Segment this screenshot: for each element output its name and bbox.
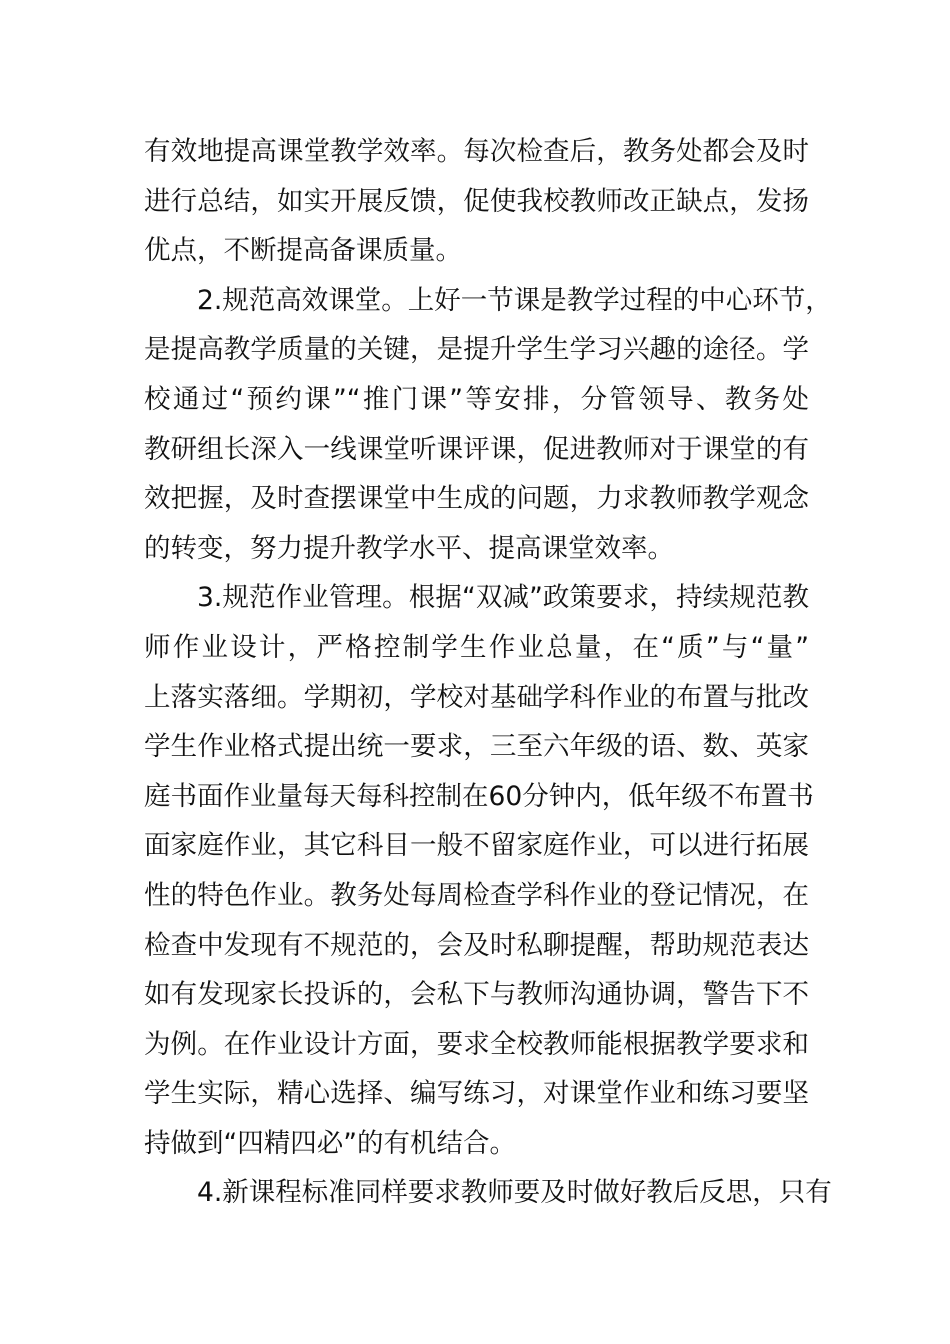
text-line: 优点，不断提高备课质量。: [144, 235, 462, 267]
text-line: 学生作业格式提出统一要求，三至六年级的语、数、英家: [144, 731, 809, 763]
paragraph-start-line: 2.规范高效课堂。上好一节课是教学过程的中心环节，: [197, 284, 832, 316]
body-text: [144, 127, 832, 1218]
text-line: 检查中发现有不规范的，会及时私聊提醒，帮助规范表达: [144, 929, 809, 961]
text-line: 教研组长深入一线课堂听课评课，促进教师对于课堂的有: [144, 433, 809, 465]
text-line: 上落实落细。学期初，学校对基础学科作业的布置与批改: [144, 681, 809, 713]
text-line: 是提高教学质量的关键，是提升学生学习兴趣的途径。学: [144, 334, 809, 366]
text-line: 面家庭作业，其它科目一般不留家庭作业，可以进行拓展: [144, 830, 809, 862]
text-line: 性的特色作业。教务处每周检查学科作业的登记情况，在: [144, 879, 809, 911]
text-line: 为例。在作业设计方面，要求全校教师能根据教学要求和: [144, 1028, 809, 1060]
text-line: 进行总结，如实开展反馈，促使我校教师改正缺点，发扬: [144, 185, 809, 217]
text-line: 持做到“四精四必”的有机结合。: [144, 1127, 516, 1159]
paragraph-start-line: 3.规范作业管理。根据“双减”政策要求，持续规范教: [197, 582, 809, 614]
text-line: 如有发现家长投诉的，会私下与教师沟通协调，警告下不: [144, 979, 809, 1011]
text-line: 效把握，及时查摆课堂中生成的问题，力求教师教学观念: [144, 483, 809, 515]
text-line: 有效地提高课堂教学效率。每次检查后，教务处都会及时: [144, 136, 809, 167]
text-line: 学生实际，精心选择、编写练习，对课堂作业和练习要坚: [144, 1078, 809, 1110]
text-line: 庭书面作业量每天每科控制在60分钟内，低年级不布置书: [144, 780, 814, 812]
text-line: 的转变，努力提升教学水平、提高课堂效率。: [144, 532, 674, 564]
text-line: 校通过“预约课”“推门课”等安排，分管领导、教务处: [144, 383, 809, 415]
text-line: 师作业设计，严格控制学生作业总量，在“质”与“量”: [144, 631, 809, 663]
paragraph-start-line: 4.新课程标准同样要求教师要及时做好教后反思，只有: [197, 1177, 832, 1209]
